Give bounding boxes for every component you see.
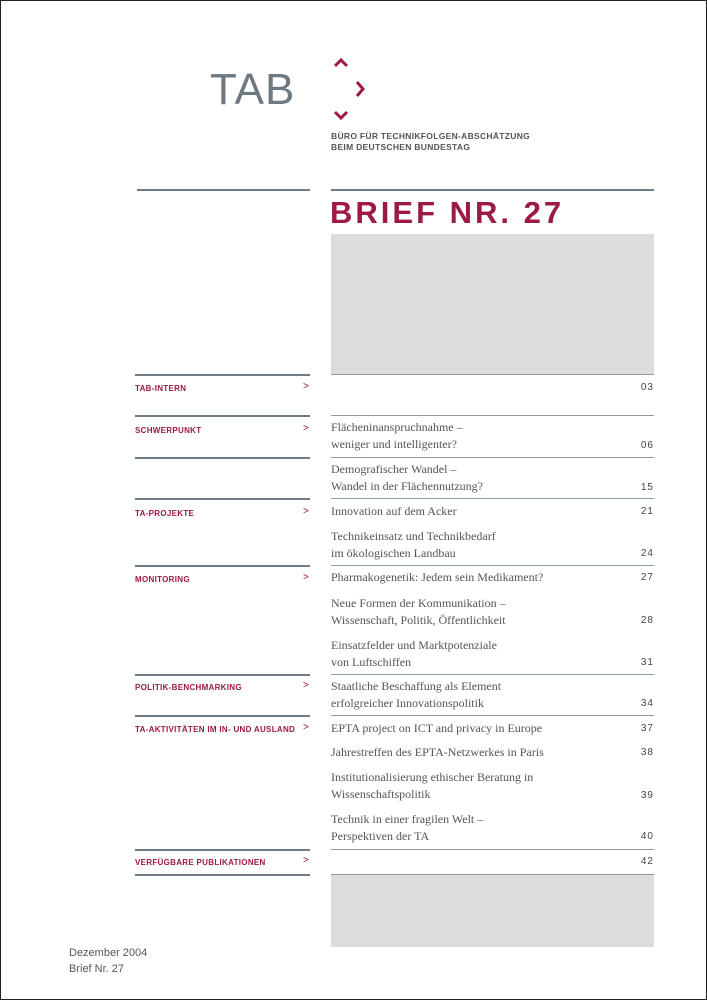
entry-title-line: weniger und intelligenter? (331, 437, 457, 451)
entry-title-line: EPTA project on ICT and privacy in Europe (331, 721, 543, 735)
chevron-right-icon: > (303, 680, 309, 691)
chevron-right-icon: > (303, 381, 309, 392)
entry-title-line: Institutionalisierung ethischer Beratung in (331, 770, 534, 784)
entry-title-line: Pharmakogenetik: Jedem sein Medikament? (331, 570, 544, 584)
entry-page: 06 (640, 440, 654, 451)
section-rule (135, 457, 310, 459)
section-label-tab-intern[interactable]: TAB-INTERN (135, 384, 187, 393)
entry-page: 15 (640, 482, 654, 493)
entry-rule (331, 715, 654, 716)
org-line-1: BÜRO FÜR TECHNIKFOLGEN-ABSCHÄTZUNG (331, 131, 531, 141)
issue-footer (69, 945, 147, 977)
entry-rule (331, 849, 654, 850)
chevron-right-icon: > (303, 855, 309, 866)
toc-entry[interactable] (331, 569, 654, 586)
entry-title-line: Einsatzfelder und Marktpotenziale (331, 638, 497, 652)
issue-title: BRIEF NR. 27 (330, 195, 565, 230)
footer-issue: Brief Nr. 27 (69, 963, 125, 975)
toc-entry[interactable] (331, 528, 654, 562)
logo-brackets-icon (320, 58, 370, 124)
entry-title-line: Jahrestreffen des EPTA-Netzwerkes in Paris (331, 745, 544, 759)
entry-rule (331, 374, 654, 375)
toc-entry[interactable] (331, 637, 654, 671)
entry-page: 39 (640, 790, 654, 801)
toc-entry[interactable] (331, 419, 654, 453)
entry-title-line: erfolgreicher Innovationspolitik (331, 696, 484, 710)
entry-rule (331, 674, 654, 675)
toc-entry[interactable] (331, 503, 654, 520)
chevron-right-icon: > (303, 722, 309, 733)
entry-title-line: Wissenschaft, Politik, Öffentlichkeit (331, 613, 506, 627)
section-rule (135, 565, 310, 567)
entry-page: 38 (640, 747, 654, 758)
entry-page: 24 (640, 548, 654, 559)
section-rule (135, 849, 310, 851)
chevron-right-icon: > (303, 423, 309, 434)
section-label-politik-benchmarking[interactable]: POLITIK-BENCHMARKING (135, 683, 242, 692)
section-label-publikationen[interactable]: VERFÜGBARE PUBLIKATIONEN (135, 858, 266, 867)
section-label-ta-projekte[interactable]: TA-PROJEKTE (135, 509, 195, 518)
entry-title-line: Perspektiven der TA (331, 829, 430, 843)
entry-rule (331, 498, 654, 499)
entry-title-line: Neue Formen der Kommunikation – (331, 596, 506, 610)
entry-title-line: Wissenschaftspolitik (331, 787, 431, 801)
section-rule (135, 374, 310, 376)
entry-page: 40 (640, 831, 654, 842)
section-label-schwerpunkt[interactable]: SCHWERPUNKT (135, 426, 202, 435)
header-image-panel (331, 234, 654, 374)
toc-entry[interactable] (331, 461, 654, 495)
entry-page: 28 (640, 615, 654, 626)
section-rule (135, 674, 310, 676)
section-label-monitoring[interactable]: MONITORING (135, 575, 190, 584)
entry-title-line: Staatliche Beschaffung als Element (331, 679, 502, 693)
toc-entry[interactable] (331, 678, 654, 712)
footer-image-panel (331, 875, 654, 947)
footer-date: Dezember 2004 (69, 947, 148, 959)
section-rule (135, 874, 310, 876)
entry-page: 21 (640, 506, 654, 517)
tab-logo (210, 58, 370, 124)
rule-left-top (137, 189, 310, 191)
rule-right-top (331, 189, 654, 191)
entry-page: 34 (640, 698, 654, 709)
entry-title-line: Flächeninanspruchnahme – (331, 420, 463, 434)
entry-title-line: Technik in einer fragilen Welt – (331, 812, 484, 826)
entry-rule (331, 457, 654, 458)
section-rule (135, 715, 310, 717)
entry-rule (331, 415, 654, 416)
toc-entry[interactable] (331, 811, 654, 845)
toc-entry[interactable] (331, 595, 654, 629)
organization-name (331, 131, 530, 153)
org-line-2: BEIM DEUTSCHEN BUNDESTAG (331, 142, 471, 152)
section-label-ta-aktivitaeten[interactable]: TA-AKTIVITÄTEN IM IN- UND AUSLAND (135, 725, 296, 734)
entry-page: 27 (640, 572, 654, 583)
toc-entry[interactable] (331, 744, 654, 761)
entry-title-line: Innovation auf dem Acker (331, 504, 457, 518)
section-rule (135, 415, 310, 417)
entry-page: 31 (640, 657, 654, 668)
entry-title-line: Technikeinsatz und Technikbedarf (331, 529, 496, 543)
entry-page: 37 (640, 723, 654, 734)
entry-page: 03 (640, 382, 654, 393)
entry-title-line: im ökologischen Landbau (331, 546, 456, 560)
entry-title-line: Wandel in der Flächennutzung? (331, 479, 483, 493)
entry-rule (331, 565, 654, 566)
entry-title-line: von Luftschiffen (331, 655, 412, 669)
toc-entry[interactable] (331, 720, 654, 737)
chevron-right-icon: > (303, 506, 309, 517)
section-rule (135, 498, 310, 500)
chevron-right-icon: > (303, 572, 309, 583)
toc-entry[interactable] (331, 769, 654, 803)
logo-text: TAB (210, 65, 296, 114)
entry-title-line: Demografischer Wandel – (331, 462, 457, 476)
entry-page: 42 (640, 856, 654, 867)
